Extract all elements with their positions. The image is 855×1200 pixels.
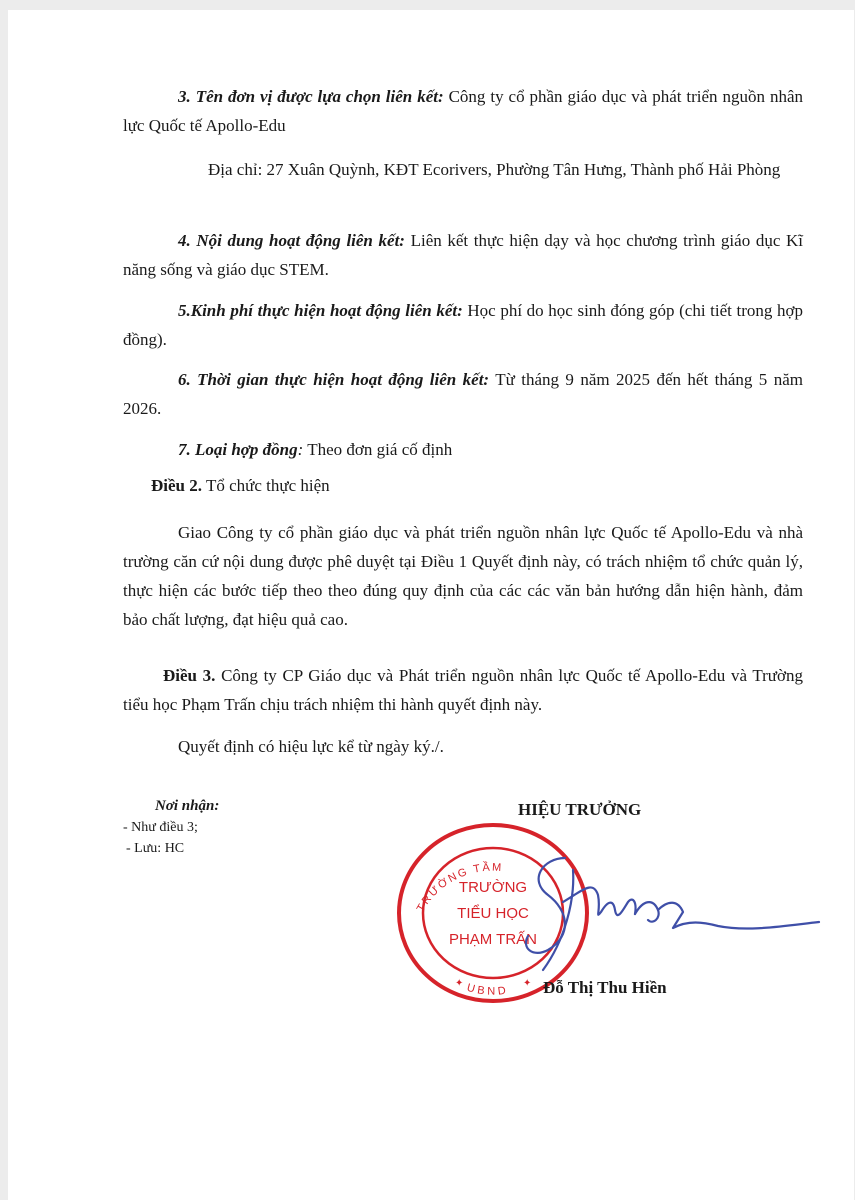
section-7-text: Theo đơn giá cố định	[303, 440, 453, 459]
section-6	[123, 365, 803, 423]
article-2-body: Giao Công ty cổ phần giáo dục và phát triển nguồn nhân lực Quốc tế Apollo-Edu và nhà trường căn cứ nội dung được phê duyệt tại Điều 1 Quyết định này, có trách nhiệm tổ chức quản lý, thực hiện các bước tiếp theo theo đúng quy định của các các văn bản hướng dẫn hiện hành, đảm bảo chất lượng, đạt hiệu quả cao.	[123, 523, 803, 629]
recipients-block	[123, 796, 219, 859]
signer-name: Đỗ Thị Thu Hiền	[543, 978, 667, 997]
article-2-title: Tổ chức thực hiện	[202, 476, 330, 495]
stamp-ring-bottom-text: UBND	[465, 981, 510, 998]
section-7-colon: :	[297, 440, 304, 459]
article-3-text: Công ty CP Giáo dục và Phát triển nguồn nhân lực Quốc tế Apollo-Edu và Trường tiểu học Phạm Trấn chịu trách nhiệm thi hành quyết định này.	[123, 666, 804, 714]
section-6-heading: 6. Thời gian thực hiện hoạt động liên kết:	[178, 370, 490, 389]
article-3-heading: Điều 3.	[163, 666, 216, 685]
section-3	[123, 82, 803, 140]
article-2-heading: Điều 2.	[151, 476, 202, 495]
section-4-heading: 4. Nội dung hoạt động liên kết:	[178, 231, 405, 250]
signer-title: HIỆU TRƯỞNG	[518, 800, 642, 819]
recipients-title: Nơi nhận:	[155, 798, 220, 814]
article-2-heading-line	[123, 471, 803, 500]
section-7-heading: 7. Loại hợp đồng	[178, 440, 298, 459]
address: Địa chỉ: 27 Xuân Quỳnh, KĐT Ecorivers, Phường Tân Hưng, Thành phố Hải Phòng	[208, 160, 781, 179]
section-6-text: Từ tháng 9 năm 2025 đến hết tháng 5 năm 2026.	[123, 370, 803, 418]
article-3	[123, 661, 803, 719]
section-4-text: Liên kết thực hiện dạy và học chương trình giáo dục Kĩ năng sống và giáo dục STEM.	[123, 231, 803, 279]
recipient-item: - Lưu: HC	[126, 841, 185, 856]
section-5-text: Học phí do học sinh đóng góp (chi tiết trong hợp đồng).	[123, 301, 803, 349]
svg-text:✦: ✦	[455, 978, 464, 989]
section-3-text: Công ty cổ phần giáo dục và phát triển nguồn nhân lực Quốc tế Apollo-Edu	[123, 87, 803, 135]
section-7	[123, 435, 803, 464]
effective-date: Quyết định có hiệu lực kể từ ngày ký./.	[178, 737, 444, 756]
stamp-line-2: TIỂU HỌC	[457, 905, 529, 922]
handwritten-signature	[503, 840, 823, 990]
document-page	[8, 10, 854, 1200]
recipient-item: - Như điều 3;	[123, 820, 198, 835]
stamp-ring-top-text: TRƯỜNG TẦM	[414, 861, 504, 915]
svg-text:✦: ✦	[523, 978, 532, 989]
section-5-heading: 5.Kinh phí thực hiện hoạt động liên kết:	[178, 301, 463, 320]
stamp-line-3: PHẠM TRẤN	[448, 931, 538, 948]
stamp-line-1: TRƯỜNG	[458, 879, 528, 896]
section-3-heading: 3. Tên đơn vị được lựa chọn liên kết:	[178, 87, 444, 106]
section-4	[123, 226, 803, 284]
section-5	[123, 296, 803, 354]
